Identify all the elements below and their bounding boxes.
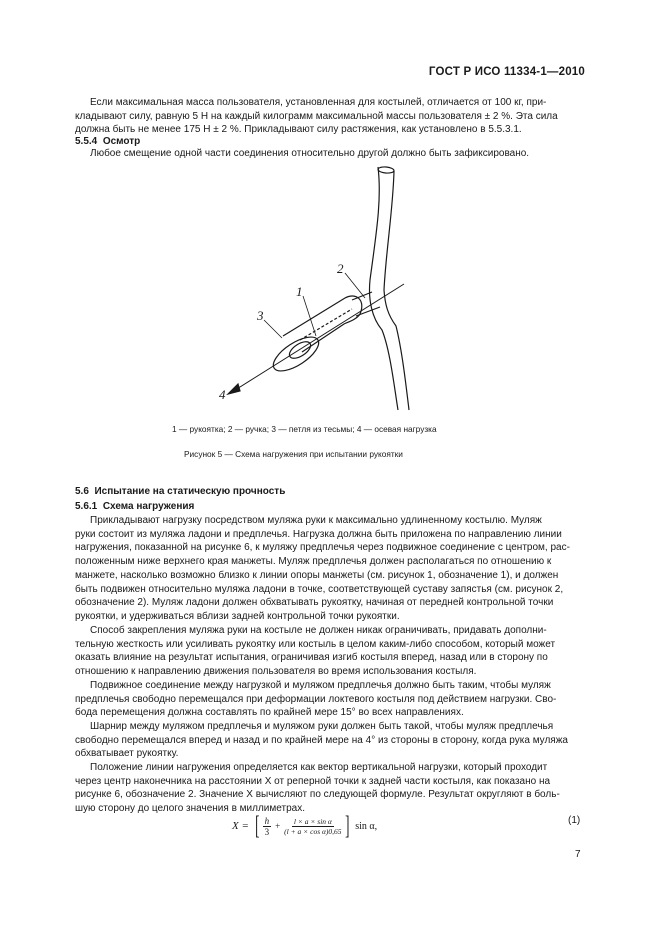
formula-1	[232, 813, 377, 839]
text-line: через центр наконечника на расстоянии X от реперной точки к задней части костыля, как показано на	[75, 775, 551, 787]
text-line: руки состоит из муляжа ладони и предплечья. Нагрузка должна быть приложена по направлению линии	[75, 528, 562, 540]
text-line: бода перемещения должна составлять по крайней мере 15° во всех направлениях.	[75, 707, 464, 719]
text-line: рисунке 6, обозначение 2. Значение X вычисляют по следующей формуле. Результат округляют в боль-	[75, 789, 560, 801]
text-line: Любое смещение одной части соединения относительно другой должно быть зафиксировано.	[90, 148, 530, 159]
text-line: манжете, насколько возможно близко к линии опоры манжеты (см. рисунок 1, обозначение 1), и должен	[75, 569, 559, 581]
formula-plus: +	[275, 821, 281, 831]
formula-denominator: (l + a × cos α)0,65	[284, 826, 342, 836]
leader-3	[264, 320, 282, 338]
figure-caption: Рисунок 5 — Схема нагружения при испытании рукоятки	[184, 449, 403, 459]
text-line: обхватывает рукоятку.	[75, 748, 179, 760]
crutch-shaft-edge	[384, 171, 409, 410]
formula-tail: sin α,	[355, 820, 378, 832]
text-line: быть подвижен относительно муляжа ладони в точке, соответствующей суставу запястья (см. рисунок 2,	[75, 583, 564, 595]
webbing-loop	[268, 331, 324, 378]
figure-label-1: 1	[296, 284, 303, 299]
text-line: положенным ниже верхнего края манжеты. Муляж предплечья должен располагаться по отношению к	[75, 556, 552, 568]
leader-1	[303, 296, 316, 336]
text-line: отношению к направлению движения пользователя во время использования костыля.	[75, 666, 477, 678]
formula-three: 3	[264, 826, 270, 837]
section-heading-5-6-1	[75, 500, 194, 514]
text-line: Подвижное соединение между нагрузкой и муляжом предплечья должно быть таким, чтобы муляж	[90, 680, 551, 691]
text-line: оказать влияние на результат испытания, ограничивая изгиб костыля вперед, назад или в сторону по	[75, 652, 548, 664]
figure-label-2: 2	[337, 261, 344, 276]
section-heading-5-6	[75, 485, 285, 499]
standard-header: ГОСТ Р ИСО 11334-1—2010	[428, 66, 585, 78]
figure-label-3: 3	[257, 308, 264, 323]
text-line: нагружения, показанной на рисунке 6, к муляжу предплечья через подвижное соединение с центром, рас-	[75, 542, 570, 554]
figure-legend: 1 — рукоятка; 2 — ручка; 3 — петля из тесьмы; 4 — осевая нагрузка	[172, 424, 437, 434]
text-line: должна быть не менее 175 Н ± 2 %. Прикладывают силу растяжения, как установлено в 5.5.3.1.	[75, 124, 522, 136]
grip-body	[283, 296, 362, 352]
section-number: 5.6.1	[75, 501, 98, 512]
text-line: тельную жесткость или усиливать рукоятку или костыль в целом каким-либо способом, который может	[75, 638, 556, 650]
shaft-top	[378, 166, 394, 173]
text-line: кладывают силу, равную 5 Н на каждый килограмм максимальной массы пользователя ± 2 %. Эта сила	[75, 110, 558, 122]
section-number: 5.5.4	[75, 136, 98, 147]
load-arrow	[228, 384, 240, 394]
text-line: Способ закрепления муляжа руки на костыле не должен никак ограничивать, придавать дополни-	[90, 625, 547, 636]
figure-label-4: 4	[219, 387, 226, 402]
text-line: Прикладывают нагрузку посредством муляжа руки к максимально удлиненному костылю. Муляж	[90, 515, 542, 526]
text-line: Положение линии нагружения определяется как вектор вертикальной нагрузки, который проходит	[90, 762, 548, 773]
text-line: Шарнир между муляжом предплечья и муляжом руки должен быть такой, чтобы муляж предплечья	[90, 721, 554, 732]
formula-fraction-main	[284, 817, 341, 836]
page-number: 7	[575, 849, 581, 860]
formula-h: h	[264, 815, 270, 826]
text-line: рукоятки, и удерживаться вблизи задней контрольной точки рукоятки.	[75, 610, 400, 622]
text-line: Если максимальная масса пользователя, установленная для костылей, отличается от 100 кг, при-	[90, 97, 547, 108]
text-line: свободно перемещался вперед и назад и по крайней мере на 4° из стороны в сторону, когда рука муляжа	[75, 734, 568, 746]
formula-number: (1)	[568, 815, 581, 826]
section-number: 5.6	[75, 486, 89, 497]
handle-stub	[352, 292, 380, 316]
leader-2	[345, 273, 365, 298]
formula-bracket-left: [	[255, 811, 260, 840]
text-line: шую сторону до целого значения в миллиметрах.	[75, 803, 305, 815]
text-line: предплечья свободно перемещался при деформации локтевого костыля под действием нагрузки. Сво-	[75, 693, 557, 705]
section-title: Испытание на статическую прочность	[94, 486, 286, 497]
text-line: обозначение 2). Муляж ладони должен обхватывать рукоятку, начиная от передней контрольной точки	[75, 597, 554, 609]
section-title: Осмотр	[102, 136, 141, 147]
formula-numerator: l × a × sin α	[293, 816, 332, 826]
formula-lhs: X =	[232, 820, 249, 832]
section-title: Схема нагружения	[102, 501, 195, 512]
formula-bracket-right: ]	[344, 811, 350, 840]
load-axis	[232, 284, 404, 392]
formula-fraction-h	[263, 816, 272, 837]
